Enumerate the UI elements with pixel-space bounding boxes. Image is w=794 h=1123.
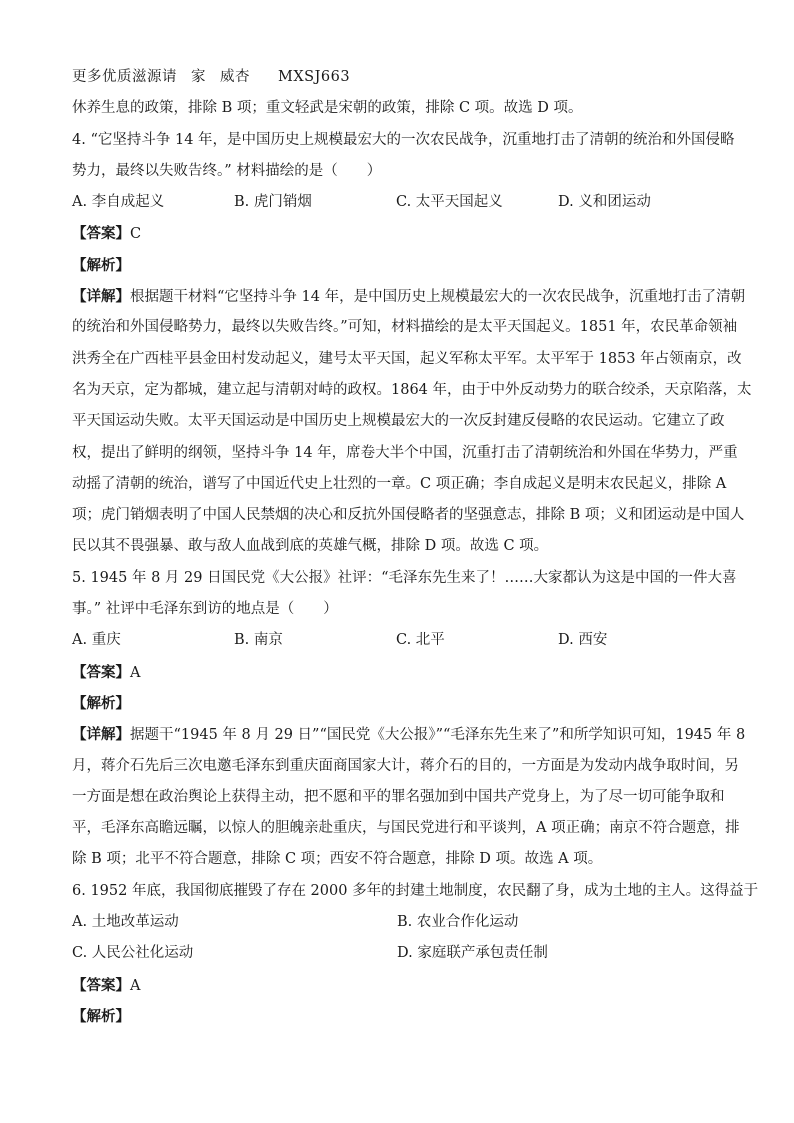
detail-line: 的统治和外国侵略势力，最终以失败告终。”可知，材料描绘的是太平天国起义。1851 年，农民革命领袖: [72, 319, 738, 336]
header-text-1: 更多优质滋源请: [72, 69, 177, 85]
detail-line: 平，毛泽东高瞻远瞩，以惊人的胆魄亲赴重庆，与国民党进行和平谈判，A 项正确；南京不符合题意，排: [72, 820, 740, 837]
option-d: D. 义和团运动: [558, 194, 651, 211]
detail-line: 一方面是想在政治舆论上获得主动，把不愿和平的罪名强加到中国共产党身上，为了尽一切可能争取和: [72, 788, 725, 805]
analysis-tag: 【解析】: [72, 256, 130, 274]
option-a: A. 李自成起义: [72, 194, 165, 211]
question-4-detail: [72, 281, 752, 563]
stem-line: 4. “它坚持斗争 14 年，是中国历史上规模最宏大的一次农民战争，沉重地打击了清朝的统治和外国侵略: [72, 131, 735, 148]
detail-line: 民以其不畏强暴、敢与敌人血战到底的英雄气概，排除 D 项。故选 C 项。: [72, 538, 549, 555]
answer-value: A: [130, 664, 141, 681]
detail-tag: 【详解】: [72, 726, 130, 744]
question-5-options: [72, 625, 722, 656]
answer-tag: 【答案】: [72, 976, 130, 994]
stem-line: 势力，最终以失败告终。” 材料描绘的是（ ）: [72, 162, 382, 179]
detail-text: 据题干“1945 年 8 月 29 日”“国民党《大公报》”“毛泽东先生来了”和所学知识可知，1945 年 8: [130, 727, 746, 744]
question-6-options-row-2: [72, 938, 722, 969]
analysis-tag: 【解析】: [72, 694, 130, 712]
detail-text: 根据题干材料“它坚持斗争 14 年，是中国历史上规模最宏大的一次农民战争，沉重地打击了清朝: [130, 289, 746, 306]
option-c: C. 人民公社化运动: [72, 945, 194, 962]
stem-line: 事。” 社评中毛泽东到访的地点是（ ）: [72, 601, 338, 618]
detail-line: 权，提出了鲜明的纲领，坚持斗争 14 年，席卷大半个中国，沉重打击了清朝统治和外国在华势力，严重: [72, 444, 738, 461]
stem-line: 6. 1952 年底，我国彻底摧毁了存在 2000 多年的封建土地制度，农民翻了身，成为土地的主人。这得益于: [72, 882, 759, 899]
detail-tag: 【详解】: [72, 288, 130, 306]
question-6-options-row-1: [72, 907, 722, 938]
option-c: C. 北平: [396, 632, 445, 649]
answer-value: C: [130, 226, 142, 243]
stem-line: 5. 1945 年 8 月 29 日国民党《大公报》社评：“毛泽东先生来了！……大家都认为这是中国的一件大喜: [72, 569, 737, 586]
header-text-4: MXSJ663: [278, 69, 351, 85]
detail-line: 除 B 项；北平不符合题意，排除 C 项；西安不符合题意，排除 D 项。故选 A 项。: [72, 851, 603, 868]
option-d: D. 家庭联产承包责任制: [397, 945, 548, 962]
option-b: B. 虎门销烟: [234, 194, 312, 211]
option-b: B. 南京: [234, 632, 283, 649]
detail-line: 项；虎门销烟表明了中国人民禁烟的决心和反抗外国侵略者的坚强意志，排除 B 项；义和团运动是中国人: [72, 507, 745, 524]
question-6-answer: [72, 970, 722, 1001]
analysis-tag: 【解析】: [72, 1007, 130, 1025]
option-c: C. 太平天国起义: [396, 194, 503, 211]
question-4-options: [72, 187, 722, 218]
detail-line: 月，蒋介石先后三次电邀毛泽东到重庆面商国家大计，蒋介石的目的，一方面是为发动内战争取时间，另: [72, 757, 739, 774]
question-4-answer: [72, 218, 722, 249]
question-5-stem: [72, 563, 737, 626]
question-5-detail: [72, 719, 746, 875]
detail-line: [72, 281, 746, 312]
detail-line: 名为天京，定为都城，建立起与清朝对峙的政权。1864 年，由于中外反动势力的联合绞杀，天京陷落，太: [72, 381, 752, 398]
answer-tag: 【答案】: [72, 663, 130, 681]
option-a: A. 重庆: [72, 632, 121, 649]
document-page: [72, 62, 759, 1032]
option-d: D. 西安: [558, 632, 608, 649]
question-6-stem: [72, 876, 759, 907]
detail-line: [72, 719, 746, 750]
option-b: B. 农业合作化运动: [397, 914, 519, 931]
detail-line: 洪秀全在广西桂平县金田村发动起义，建号太平天国，起义军称太平军。太平军于 1853 年占领南京，改: [72, 350, 742, 367]
detail-line: 动摇了清朝的统治，谱写了中国近代史上壮烈的一章。C 项正确；李自成起义是明末农民起义，排除 A: [72, 475, 727, 492]
option-a: A. 土地改革运动: [72, 914, 179, 931]
question-5-answer: [72, 657, 722, 688]
header-text-2: 家: [191, 69, 206, 85]
page-header: [72, 62, 722, 93]
question-4-stem: [72, 125, 735, 188]
answer-value: A: [130, 977, 141, 994]
carry-over-text: 休养生息的政策，排除 B 项；重文轻武是宋朝的政策，排除 C 项。故选 D 项。: [72, 100, 583, 117]
detail-line: 平天国运动失败。太平天国运动是中国历史上规模最宏大的一次反封建反侵略的农民运动。它建立了政: [72, 413, 725, 430]
answer-tag: 【答案】: [72, 225, 130, 243]
header-text-3: 威杏: [220, 69, 250, 85]
